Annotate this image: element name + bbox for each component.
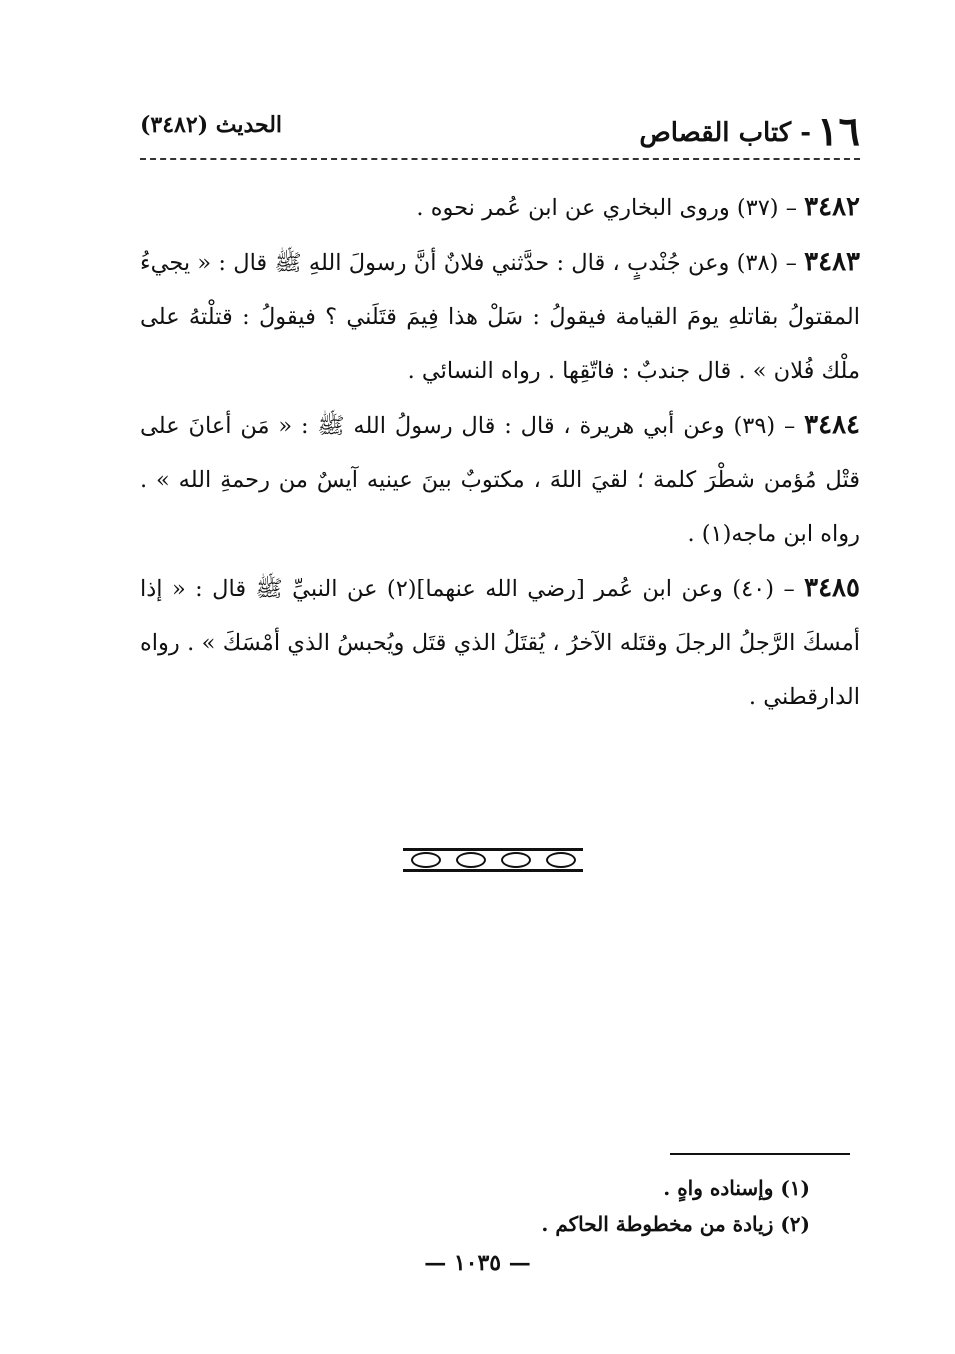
ornament-motif: [411, 852, 441, 868]
hadith-body: – (٣٩) وعن أبي هريرة ، قال : قال رسولُ الله ﷺ : « مَن أعانَ على قتْل مُؤمن شطْرَ كلمة ؛ لقيَ اللهَ ، مكتوبٌ بينَ عينيه آيسٌ من رحمةِ الله » . رواه ابن ماجه(١) .: [140, 413, 860, 547]
ornament-motif: [456, 852, 486, 868]
hadith-paragraph: [140, 398, 860, 561]
page-header: [140, 108, 860, 156]
hadith-number: ٣٤٨٥: [804, 573, 860, 603]
chapter-number: ١٦: [817, 108, 860, 155]
footnote: (١) وإسناده واهٍ .: [663, 1176, 810, 1200]
hadith-number: ٣٤٨٣: [804, 247, 860, 277]
section-ornament: [403, 848, 583, 872]
footnote: (٢) زيادة من مخطوطة الحاكم .: [541, 1212, 810, 1236]
hadith-text: [140, 180, 860, 724]
hadith-paragraph: [140, 235, 860, 398]
hadith-paragraph: [140, 180, 860, 235]
hadith-body: – (٤٠) وعن ابن عُمر [رضي الله عنهما](٢) عن النبيِّ ﷺ قال : « إذا أمسكَ الرَّجلُ الرجلَ وقتَله الآخرُ ، يُقتَلُ الذي قتَل ويُحبسُ الذي أمْسَكَ » . رواه الدارقطني .: [140, 576, 860, 710]
hadith-range: الحديث (٣٤٨٢): [140, 112, 283, 138]
chapter-heading: [639, 108, 860, 155]
ornament-motif: [546, 852, 576, 868]
hadith-paragraph: [140, 561, 860, 724]
page-number: — ١٠٣٥ —: [424, 1250, 531, 1276]
hadith-body: – (٣٨) وعن جُنْدبٍ ، قال : حدَّثني فلانٌ أنَّ رسولَ اللهِ ﷺ قال : « يجيءُ المقتولُ بقاتلهِ يومَ القيامة فيقولُ : سَلْ هذا فِيمَ قتَلَني ؟ فيقولُ : قتلْتهُ على ملْك فُلان » . قال جندبٌ : فاتّقِها . رواه النسائي .: [140, 250, 860, 384]
footnote-rule: [670, 1153, 850, 1155]
hadith-number: ٣٤٨٤: [804, 410, 860, 440]
header-rule: [140, 158, 860, 160]
chapter-title: - كتاب القصاص: [639, 118, 812, 148]
hadith-number: ٣٤٨٢: [804, 192, 860, 222]
footnotes: [541, 1170, 810, 1242]
ornament-motif: [501, 852, 531, 868]
hadith-body: – (٣٧) وروى البخاري عن ابن عُمر نحوه .: [416, 195, 805, 221]
